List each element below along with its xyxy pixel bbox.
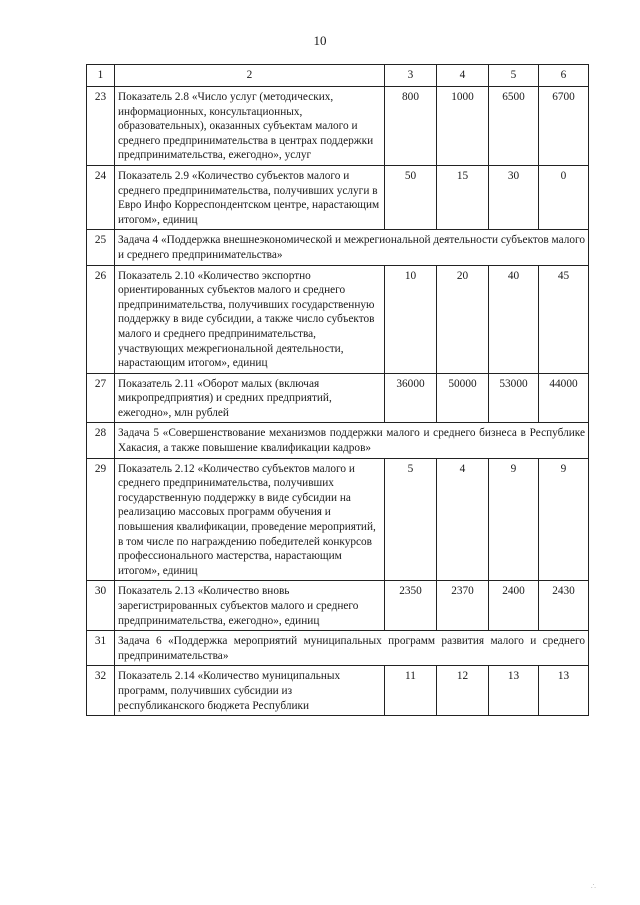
indicator-row xyxy=(87,265,589,373)
indicator-value: 45 xyxy=(539,265,589,373)
indicator-value: 50000 xyxy=(437,373,489,423)
indicator-value: 800 xyxy=(385,87,437,166)
page-number: 10 xyxy=(313,33,327,48)
indicator-row xyxy=(87,87,589,166)
row-number: 27 xyxy=(87,373,115,423)
indicator-value: 13 xyxy=(489,666,539,716)
indicator-text: Показатель 2.9 «Количество субъектов малого и среднего предпринимательства, получивших услуги в Евро Инфо Корреспондентском центре, нарастающим итогом», единиц xyxy=(115,165,385,229)
indicator-row xyxy=(87,666,589,716)
indicator-value: 30 xyxy=(489,165,539,229)
row-number: 30 xyxy=(87,581,115,631)
row-number: 25 xyxy=(87,230,115,265)
indicator-value: 4 xyxy=(437,458,489,581)
indicator-value: 53000 xyxy=(489,373,539,423)
indicator-value: 6700 xyxy=(539,87,589,166)
indicator-text: Показатель 2.11 «Оборот малых (включая микропредприятия) и средних предприятий, ежегодно», млн рублей xyxy=(115,373,385,423)
indicator-value: 9 xyxy=(539,458,589,581)
indicator-value: 2430 xyxy=(539,581,589,631)
indicator-value: 44000 xyxy=(539,373,589,423)
indicator-text: Показатель 2.12 «Количество субъектов малого и среднего предпринимательства, получивших государственную поддержку в виде субсидии на реализацию массовых программ обучения и повышения квалификации, проведение мероприятий, в том числе по награждению победителей конкурсов профессионального мастерства, нарастающим итогом», единиц xyxy=(115,458,385,581)
header-cell: 1 xyxy=(87,65,115,87)
task-text: Задача 4 «Поддержка внешнеэкономической и межрегиональной деятельности субъектов малого и среднего предпринимательства» xyxy=(115,230,589,265)
indicator-row xyxy=(87,373,589,423)
indicator-value: 12 xyxy=(437,666,489,716)
indicator-value: 15 xyxy=(437,165,489,229)
task-row xyxy=(87,230,589,265)
row-number: 31 xyxy=(87,631,115,666)
indicator-value: 1000 xyxy=(437,87,489,166)
indicator-text: Показатель 2.8 «Число услуг (методических, информационных, консультационных, образовательных), оказанных субъектам малого и среднего предпринимательства в центрах поддержки предпринимательства, ежегодно», услуг xyxy=(115,87,385,166)
row-number: 32 xyxy=(87,666,115,716)
indicator-value: 11 xyxy=(385,666,437,716)
indicator-row xyxy=(87,165,589,229)
row-number: 26 xyxy=(87,265,115,373)
indicator-value: 20 xyxy=(437,265,489,373)
indicator-value: 50 xyxy=(385,165,437,229)
indicator-value: 13 xyxy=(539,666,589,716)
row-number: 28 xyxy=(87,423,115,458)
indicator-value: 2400 xyxy=(489,581,539,631)
table-header-row xyxy=(87,65,589,87)
indicator-value: 36000 xyxy=(385,373,437,423)
indicators-table xyxy=(86,64,589,716)
indicator-text: Показатель 2.14 «Количество муниципальных программ, получивших субсидии из республиканского бюджета Республики xyxy=(115,666,385,716)
indicator-text: Показатель 2.10 «Количество экспортно ориентированных субъектов малого и среднего предпринимательства, получивших государственную поддержку в виде субсидии, а также число субъектов малого и среднего предпринимательства, участвующих межрегиональной деятельности, нарастающим итогом», единиц xyxy=(115,265,385,373)
indicator-value: 40 xyxy=(489,265,539,373)
indicator-value: 9 xyxy=(489,458,539,581)
indicator-value: 2350 xyxy=(385,581,437,631)
indicator-value: 6500 xyxy=(489,87,539,166)
header-cell: 6 xyxy=(539,65,589,87)
indicator-value: 2370 xyxy=(437,581,489,631)
indicator-text: Показатель 2.13 «Количество вновь зарегистрированных субъектов малого и среднего предпринимательства, ежегодно», единиц xyxy=(115,581,385,631)
task-row xyxy=(87,631,589,666)
indicator-value: 10 xyxy=(385,265,437,373)
task-text: Задача 5 «Совершенствование механизмов поддержки малого и среднего бизнеса в Республике Хакасия, а также повышение квалификации кадров» xyxy=(115,423,589,458)
header-cell: 2 xyxy=(115,65,385,87)
indicator-row xyxy=(87,581,589,631)
row-number: 24 xyxy=(87,165,115,229)
header-cell: 3 xyxy=(385,65,437,87)
task-text: Задача 6 «Поддержка мероприятий муниципальных программ развития малого и среднего предпринимательства» xyxy=(115,631,589,666)
indicator-value: 5 xyxy=(385,458,437,581)
header-cell: 4 xyxy=(437,65,489,87)
margin-mark: ∴ xyxy=(590,882,596,891)
task-row xyxy=(87,423,589,458)
indicator-row xyxy=(87,458,589,581)
row-number: 29 xyxy=(87,458,115,581)
indicator-value: 0 xyxy=(539,165,589,229)
header-cell: 5 xyxy=(489,65,539,87)
row-number: 23 xyxy=(87,87,115,166)
